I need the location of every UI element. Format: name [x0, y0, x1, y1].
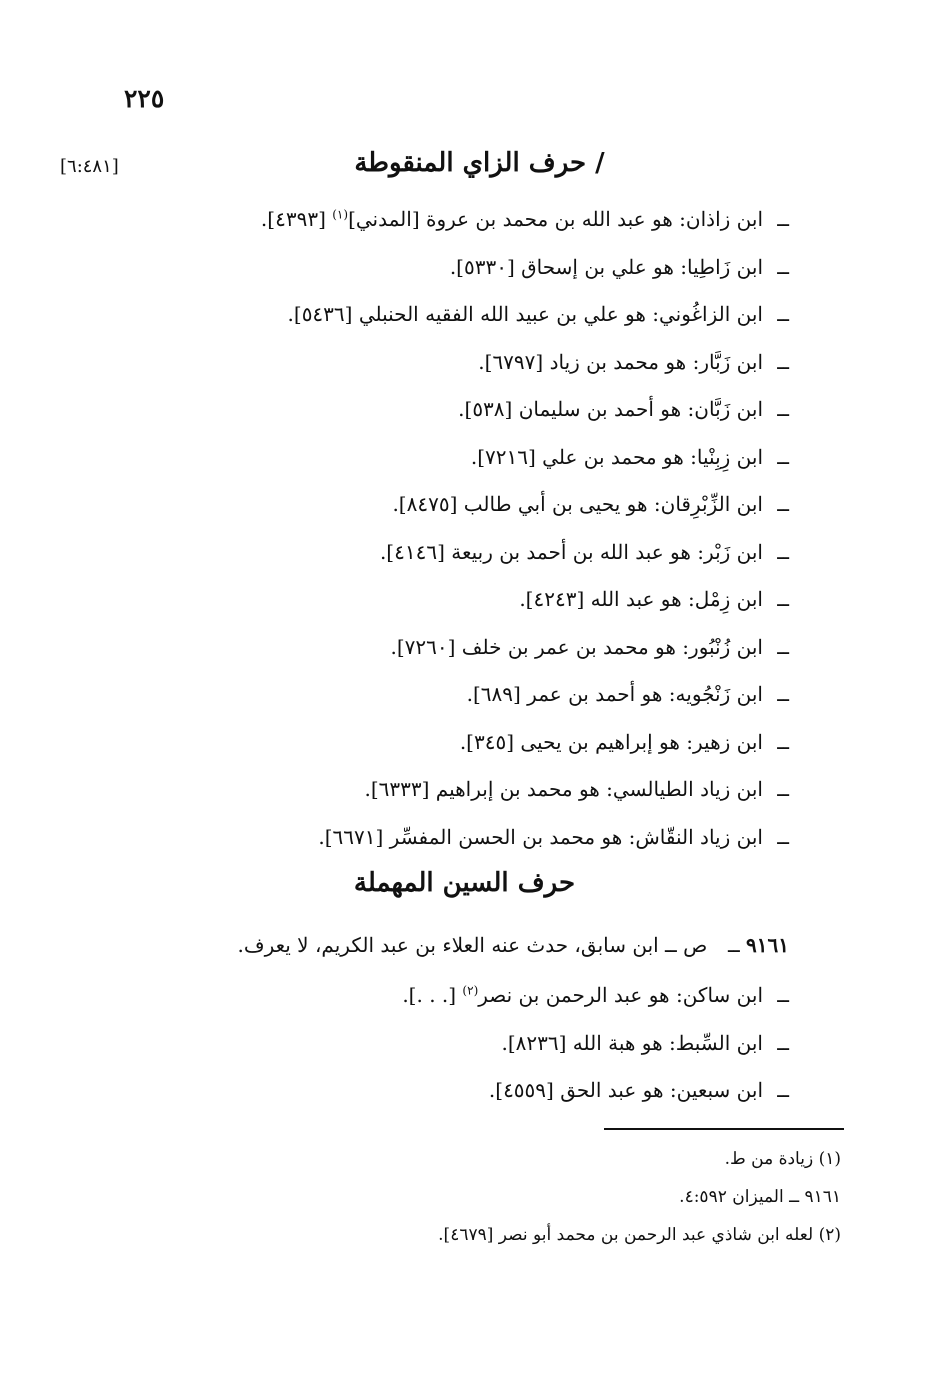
entry-dash: ــ — [777, 824, 789, 849]
footnote-marker: (٢) — [462, 983, 479, 998]
footnote: (١) زيادة من ط. — [724, 1149, 841, 1169]
entry-dash: ــ — [777, 254, 789, 279]
entry-dash: ــ — [777, 1030, 789, 1055]
list-item — [89, 291, 789, 339]
section-title-zay: / حرف الزاي المنقوطة — [354, 148, 605, 178]
footnote-marker: (١) — [332, 207, 349, 222]
list-item — [89, 972, 789, 1020]
section-title-sin: حرف السين المهملة — [353, 868, 576, 898]
entry-text: ابن زَبْر: هو عبد الله بن أحمد بن ربيعة [٤١٤٦]. — [379, 539, 763, 564]
entry-text: ابن زَنْجُويه: هو أحمد بن عمر [٦٨٩]. — [466, 682, 763, 706]
footnote: (٢) لعله ابن شاذي عبد الرحمن بن محمد أبو نصر [٤٦٧٩]. — [438, 1225, 841, 1245]
entry-dash: ــ — [777, 587, 789, 611]
entry-text: ابن زِبِنْيا: هو محمد بن علي [٧٢١٦]. — [470, 444, 763, 469]
entry-reference: [. . .]. — [402, 983, 463, 1007]
entry-text: ابن زِمْل: هو عبد الله [٤٢٤٣]. — [519, 587, 763, 611]
list-item — [89, 339, 789, 387]
page-number: ٢٢٥ — [124, 84, 165, 113]
list-item — [89, 481, 789, 529]
list-item — [89, 814, 789, 862]
footnotes — [141, 1140, 841, 1254]
entry-dash: ــ — [777, 1078, 789, 1102]
list-item — [89, 576, 789, 624]
list-item — [89, 671, 789, 719]
entry-dash: ــ — [777, 539, 789, 564]
list-item — [89, 386, 789, 434]
list-item — [89, 719, 789, 767]
entry-text: ابن زياد الطيالسي: هو محمد بن إبراهيم [٦٣٣٣]. — [364, 777, 763, 801]
entry-list-zay — [89, 196, 789, 861]
footnote: ٩١٦١ ــ الميزان ٤:٥٩٢. — [679, 1187, 841, 1207]
entry-dash: ــ — [777, 682, 789, 706]
entry-reference: [٤٣٩٣]. — [260, 207, 333, 231]
entry-text: ابن زياد النقّاش: هو محمد بن الحسن المفسِّر [٦٦٧١]. — [318, 824, 763, 849]
entry-text: ابن زَاطِيا: هو علي بن إسحاق [٥٣٣٠]. — [449, 254, 763, 279]
list-item — [89, 1067, 789, 1115]
list-item — [89, 766, 789, 814]
entry-dash: ــ — [777, 349, 789, 374]
list-item — [89, 529, 789, 577]
entry-text: ابن الزِّبْرِقان: هو يحيى بن أبي طالب [٨٤٧٥]. — [392, 492, 763, 516]
entry-text: ابن زاذان: هو عبد الله بن محمد بن عروة [المدني] — [348, 207, 763, 231]
entry-text: ابن سبعين: هو عبد الحق [٤٥٥٩]. — [488, 1078, 763, 1102]
entry-text: ابن زَبَّار: هو محمد بن زياد [٦٧٩٧]. — [478, 349, 763, 374]
entry-dash: ــ — [777, 729, 789, 754]
entry-text: ابن السِّبط: هو هبة الله [٨٢٣٦]. — [501, 1030, 763, 1055]
list-item — [89, 624, 789, 672]
entry-text: ابن ساكن: هو عبد الرحمن بن نصر — [478, 983, 763, 1007]
entry-dash: ــ — [777, 397, 789, 421]
list-item — [89, 196, 789, 244]
entry-dash: ــ — [777, 302, 789, 326]
entry-text: ص ــ ابن سابق، حدث عنه العلاء بن عبد الكريم، لا يعرف. — [237, 933, 708, 957]
list-item — [89, 434, 789, 482]
entry-dash: ــ — [727, 933, 740, 957]
entry-dash: ــ — [777, 983, 789, 1007]
entry-dash: ــ — [777, 634, 789, 659]
entry-dash: ــ — [777, 777, 789, 801]
entry-text: ابن زُنْبُور: هو محمد بن عمر بن خلف [٧٢٦٠]. — [390, 634, 763, 659]
entry-text: ابن الزاغُوني: هو علي بن عبيد الله الفقيه الحنبلي [٥٤٣٦]. — [287, 302, 763, 326]
entry-dash: ــ — [777, 492, 789, 516]
list-item — [89, 1020, 789, 1068]
entry-dash: ــ — [777, 207, 789, 231]
entry-text: ابن زهير: هو إبراهيم بن يحيى [٣٤٥]. — [459, 729, 763, 754]
volume-reference: [٦:٤٨١] — [60, 156, 119, 177]
entry-text: ابن زَبَّان: هو أحمد بن سليمان [٥٣٨]. — [458, 397, 763, 421]
footnote-divider — [604, 1128, 844, 1130]
entry-dash: ــ — [777, 444, 789, 469]
entry-number: ٩١٦١ — [746, 933, 789, 957]
list-item — [89, 244, 789, 292]
numbered-entry — [89, 922, 789, 969]
entry-list-sin — [89, 972, 789, 1115]
